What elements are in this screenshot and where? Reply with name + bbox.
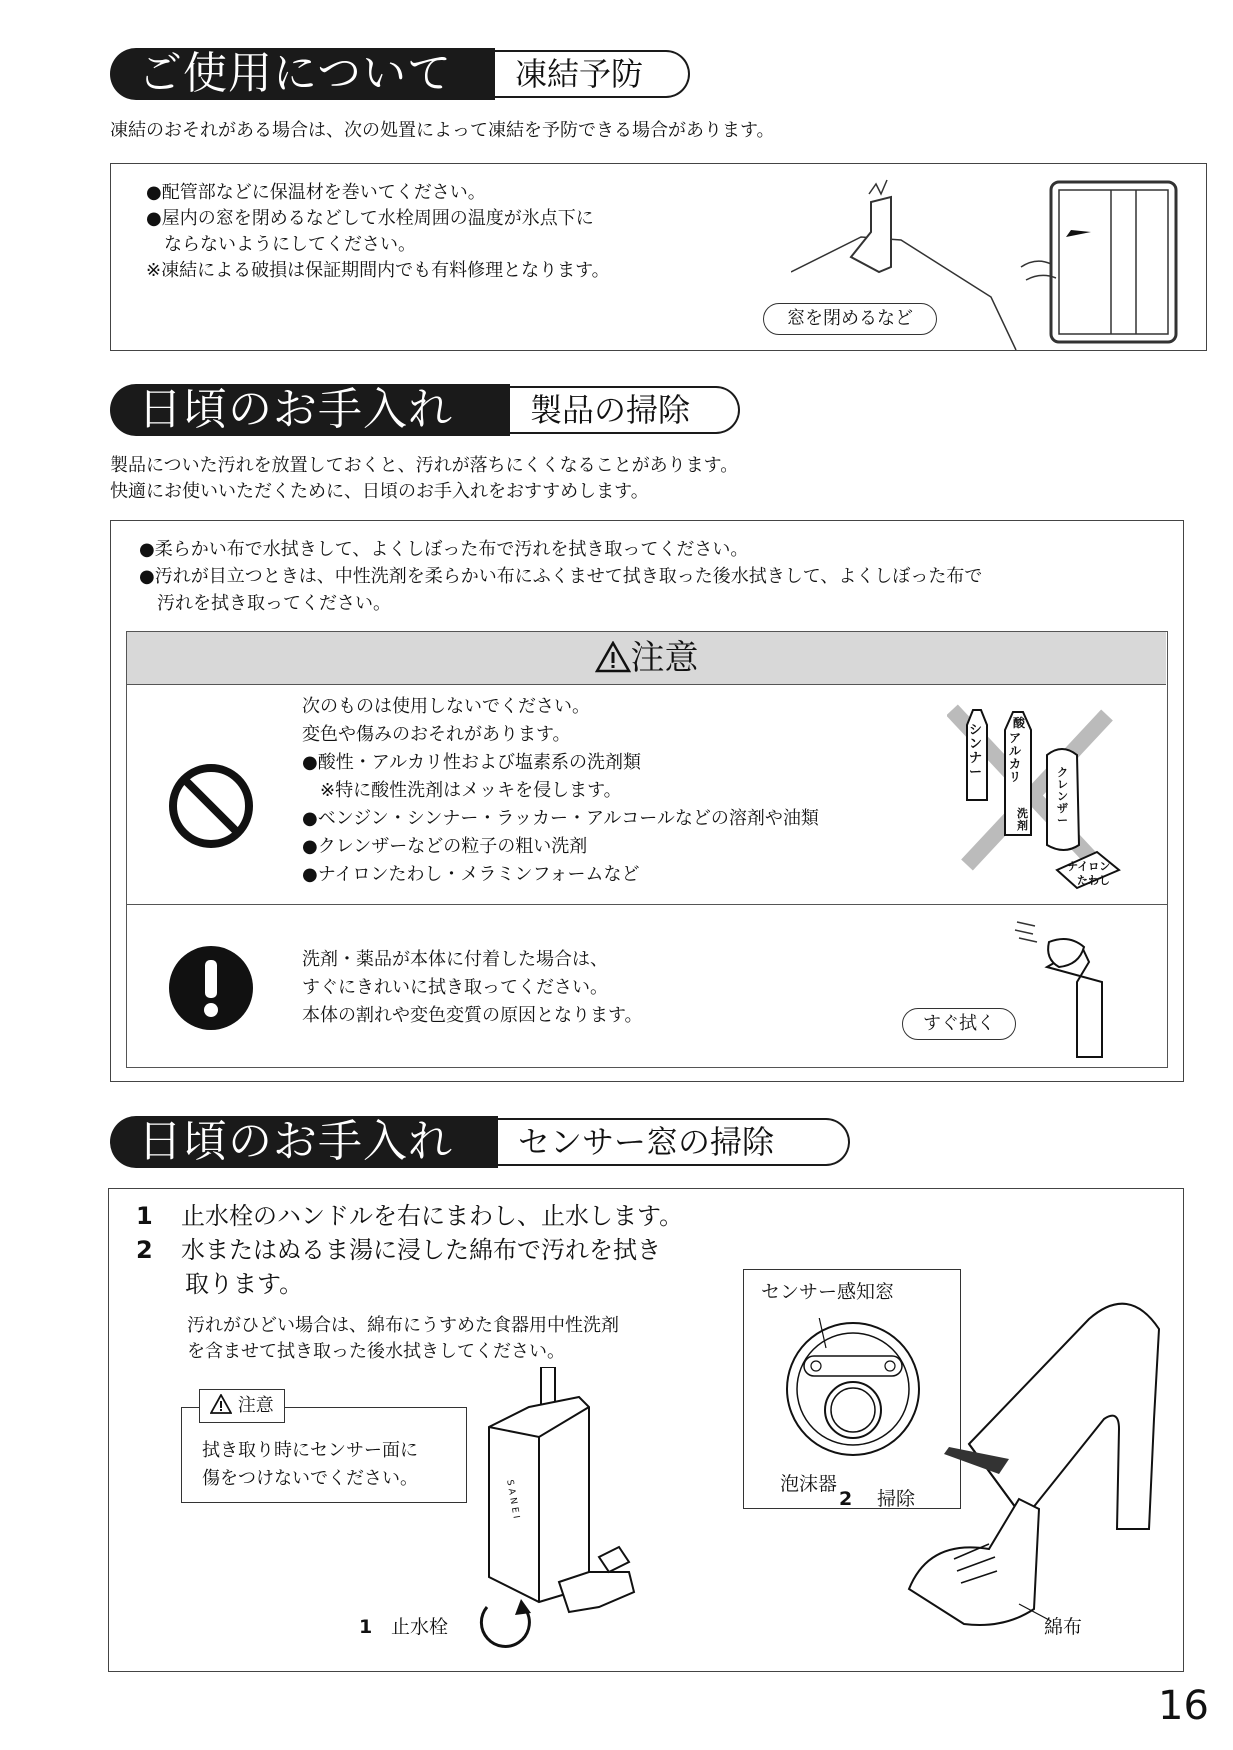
section2-intro-1: 製品についた汚れを放置しておくと、汚れが落ちにくくなることがあります。 [110,455,739,476]
section1-subtitle: 凍結予防 [495,50,690,98]
warning-icon [210,1394,232,1414]
wipe-faucet-illustration [1007,912,1157,1062]
valve-box-illustration [479,1367,669,1657]
sensor-window-label: センサー感知窓 [761,1281,895,1303]
box-label-scrubber: たわし [1077,874,1110,887]
step-num: 2 [136,1236,153,1264]
mini-caution-line: 拭き取り時にセンサー面に [202,1440,418,1461]
section1-box [110,163,1207,351]
bottle-label-alkali: アルカリ [1009,731,1022,784]
bottle-label-thinner: シンナー [969,723,983,780]
prohibit-icon [167,762,255,850]
prohibit-line: ●ベンジン・シンナー・ラッカー・アルコールなどの溶剤や油類 [302,808,819,829]
row-divider [127,904,1167,905]
prohibit-line: ●クレンザーなどの粒子の粗い洗剤 [302,836,588,857]
faucet-cleaning-illustration [849,1259,1169,1659]
cloth-label: 綿布 [1044,1616,1083,1638]
step-num: 1 [136,1202,153,1230]
section2-subtitle: 製品の掃除 [510,386,740,434]
caution-header [127,632,1166,685]
bottle-label-acid: 酸 [1013,716,1026,730]
mandatory-icon [167,944,255,1032]
section1-intro: 凍結のおそれがある場合は、次の処置によって凍結を予防できる場合があります。 [110,120,775,141]
section3-subtitle: センサー窓の掃除 [498,1118,850,1166]
bullet: 汚れを拭き取ってください。 [139,593,391,614]
mandatory-line: 本体の割れや変色変質の原因となります。 [302,1005,643,1026]
prohibit-line: ●ナイロンたわし・メラミンフォームなど [302,864,640,885]
clean-num: 2 [839,1488,853,1510]
valve-label: 止水栓 [391,1616,449,1638]
mandatory-line: 洗剤・薬品が本体に付着した場合は、 [302,949,608,970]
window-close-label: 窓を閉めるなど [763,303,937,335]
brand-label: SANEI [504,1479,522,1523]
mini-caution-title: 注意 [237,1395,274,1416]
aerator-label: 泡沫器 [780,1473,838,1495]
prohibit-line: ※特に酸性洗剤はメッキを侵します。 [302,780,622,801]
bullet: ●配管部などに保温材を巻いてください。 [146,182,486,203]
clean-label: 掃除 [877,1488,916,1510]
bottle-label-detergent: 洗剤 [1017,807,1028,832]
valve-num: 1 [359,1616,373,1638]
mini-caution-header [199,1389,285,1423]
bullet: ならないようにしてください。 [146,234,416,255]
step-text: 取ります。 [185,1270,304,1298]
caution-title: 注意 [630,638,699,678]
section2-intro-2: 快適にお使いいただくために、日頃のお手入れをおすすめします。 [110,481,649,502]
step-text: 止水栓のハンドルを右にまわし、止水します。 [181,1202,684,1230]
section3-box [108,1188,1184,1672]
bullet: ●柔らかい布で水拭きして、よくしぼった布で汚れを拭き取ってください。 [139,539,749,560]
caution-box [126,631,1168,1068]
step-note: 汚れがひどい場合は、綿布にうすめた食器用中性洗剤 [187,1315,619,1336]
step-note: を含ませて拭き取った後水拭きしてください。 [187,1341,565,1362]
prohibit-line: ●酸性・アルカリ性および塩素系の洗剤類 [302,752,641,773]
step-text: 水またはぬるま湯に浸した綿布で汚れを拭き [181,1236,661,1264]
section1-title: ご使用について [110,48,495,100]
prohibit-line: 変色や傷みのおそれがあります。 [302,724,571,745]
bullet: ●屋内の窓を閉めるなどして水栓周囲の温度が氷点下に [146,208,594,229]
bottle-label-cleanser: クレンザー [1057,766,1068,827]
section2-box [110,520,1184,1082]
bullet: ●汚れが目立つときは、中性洗剤を柔らかい布にふくませて拭き取った後水拭きして、よくしぼった布で [139,566,983,587]
mandatory-line: すぐにきれいに拭き取ってください。 [302,977,608,998]
warning-icon [595,641,631,673]
page-number: 16 [1158,1683,1209,1729]
section3-title: 日頃のお手入れ [110,1116,498,1168]
section2-title: 日頃のお手入れ [110,384,510,436]
mini-caution-line: 傷をつけないでください。 [202,1468,418,1489]
prohibit-line: 次のものは使用しないでください。 [302,696,590,717]
box-label-nylon: ナイロン [1067,860,1111,873]
note: ※凍結による破損は保証期間内でも有料修理となります。 [146,260,610,281]
wipe-immediately-label: すぐ拭く [902,1008,1016,1040]
